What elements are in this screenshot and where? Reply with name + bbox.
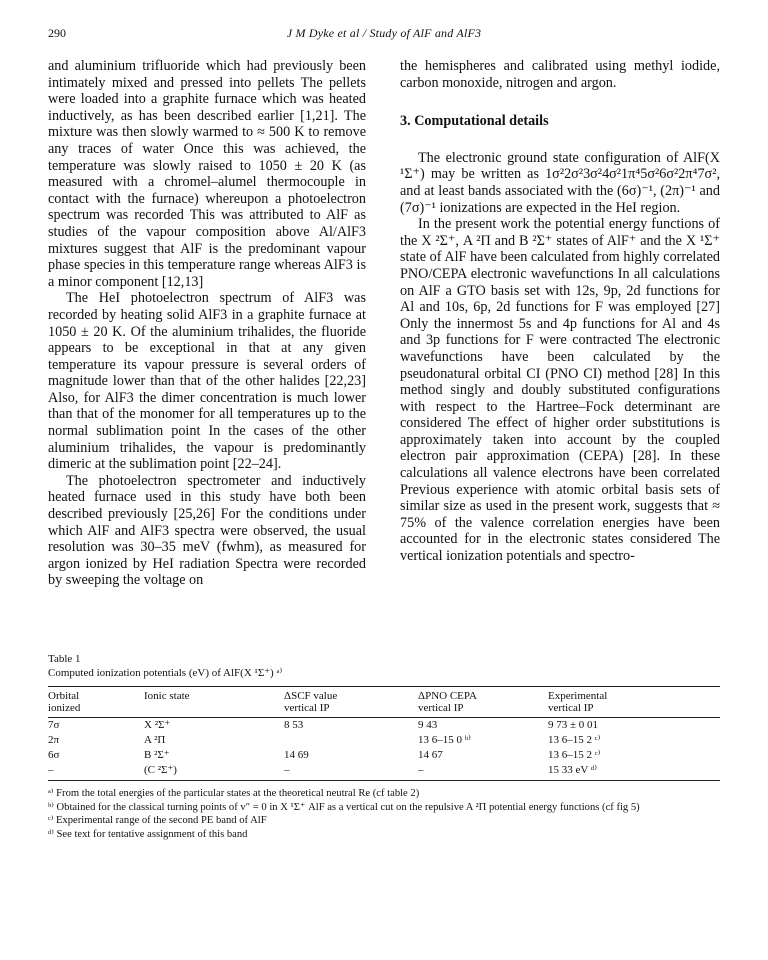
table-row [48, 748, 720, 763]
table-1 [48, 652, 720, 841]
column-header: Experimental vertical IP [548, 687, 720, 718]
paragraph: In the present work the potential energy functions of the X ²Σ⁺, A ²Π and B ²Σ⁺ states of AlF⁺ and the X ¹Σ⁺ state of AlF have been calculated from highly correlated PNO/CEPA electronic wavefunctions In all calculations on AlF a GTO basis set with 12s, 9p, 2d functions for Al and 10s, 6p, 2d functions for F was employed [27] Only the innermost 5s and 4p functions for Al and 4s and 3p functions for F were contracted The electronic wavefunctions have been calculated by the pseudonatural orbital CI (PNO CI) method [28] In this method singly and doubly substituted configurations with respect to the Hartree–Fock determinant are considered The effect of higher order substitutions is approximately taken into account by the coupled electron pair approximation (CEPA) [28]. In these calculations all valence electrons have been correlated Previous experience with atomic orbital basis sets of similar size as used in the present work, suggests that ≈ 75% of the valence correlation energies have been accounted for in the electronic states considered The vertical ionization potentials and spectro- [400, 216, 720, 565]
table-cell: 9 73 ± 0 01 [548, 719, 599, 731]
table-cell: 6σ [48, 749, 60, 761]
table-header-row [48, 687, 720, 718]
column-header: Orbital ionized [48, 687, 144, 718]
table-footnotes [48, 787, 720, 841]
ionization-table [48, 686, 720, 781]
paragraph-continuation: the hemispheres and calibrated using methyl iodide, carbon monoxide, nitrogen and argon. [400, 58, 720, 91]
table-cell: 8 53 [284, 719, 304, 731]
table-cell: A ²Π [144, 734, 166, 746]
table-cell: 14 69 [284, 749, 309, 761]
table-cell: 14 67 [418, 749, 443, 761]
table-row [48, 733, 720, 748]
paragraph: The photoelectron spectrometer and inductively heated furnace used in this study have both been described previously [25,26] For the conditions under which AlF and AlF3 spectra were observed, the usual resolution was 30–35 meV (fwhm), as measured for argon ionized by HeI radiation Spectra were recorded by sweeping the voltage on [48, 472, 366, 589]
footnote: ᵇ⁾ Obtained for the classical turning points of v″ = 0 in X ¹Σ⁺ AlF as a vertical cut on the repulsive A ²Π potential energy functions (cf fig 5) [48, 801, 640, 813]
paragraph: and aluminium trifluoride which had previously been intimately mixed and pressed into pellets The pellets were loaded into a graphite furnace which was heated inductively, as has been described earlier [1,21]. The mixture was then slowly warmed to ≈ 500 K to remove any traces of water Once this was achieved, the temperature was slowly raised to 1050 ± 20 K (as measured with a chromel–alumel thermocouple in contact with the furnace) whereupon a photoelectron spectrum was recorded This was attributed to AlF as studies of the vapour composition above Al/AlF3 mixtures suggest that AlF is the predominant vapour phase species in this temperature range whereas AlF3 is a minor component [12,13] [48, 58, 366, 290]
table-cell: 15 33 eV ᵈ⁾ [548, 763, 720, 781]
footnote: ᶜ⁾ Experimental range of the second PE band of AlF [48, 815, 267, 826]
table-cell: X ²Σ⁺ [144, 719, 171, 731]
section-heading: 3. Computational details [400, 113, 549, 130]
table-cell: – [418, 763, 548, 781]
table-cell [284, 733, 418, 748]
table-cell: – [48, 763, 144, 781]
table-row [48, 763, 720, 781]
paragraph: The HeI photoelectron spectrum of AlF3 was recorded by heating solid AlF3 in a graphite furnace at 1050 ± 20 K. Of the aluminium trihalides, the fluoride appears to be exceptional in that at any given temperature its vapour pressure is several orders of magnitude lower than that of the other halides [22,23] Also, for AlF3 the dimer concentration is much lower than that of the monomer for all temperatures up to the normal sublimation point In the cases of the other aluminium trihalides, the vapour is predominantly dimeric at the sublimation point [22–24]. [48, 290, 366, 473]
running-title: J M Dyke et al / Study of AlF and AlF3 [286, 26, 482, 40]
table-cell: 13 6–15 0 ᵇ⁾ [418, 734, 471, 746]
column-header: ΔSCF value vertical IP [284, 687, 418, 718]
footnote: ᵈ⁾ See text for tentative assignment of this band [48, 828, 248, 840]
page-number: 290 [48, 26, 66, 40]
table-cell: 2π [48, 734, 60, 746]
table-cell: 13 6–15 2 ᶜ⁾ [548, 734, 601, 746]
table-caption-label: Table 1 [48, 653, 81, 665]
table-caption-text: Computed ionization potentials (eV) of AlF(X ¹Σ⁺) ᵃ⁾ [48, 667, 283, 679]
table-cell: 13 6–15 2 ᶜ⁾ [548, 749, 601, 761]
table-row [48, 718, 720, 734]
table-cell: (C ²Σ⁺) [144, 763, 284, 781]
table-cell: – [284, 763, 418, 781]
table-cell: 7σ [48, 719, 60, 731]
right-column [400, 58, 720, 565]
left-column [48, 58, 366, 589]
page-header [48, 26, 720, 42]
column-header: Ionic state [144, 687, 284, 718]
table-cell: B ²Σ⁺ [144, 749, 170, 761]
footnote: ᵃ⁾ From the total energies of the particular states at the theoretical neutral Re (cf table 2) [48, 788, 420, 799]
table-cell: 9 43 [418, 719, 438, 731]
column-header: ΔPNO CEPA vertical IP [418, 687, 548, 718]
paragraph: The electronic ground state configuration of AlF(X ¹Σ⁺) may be written as 1σ²2σ²3σ²4σ²1π⁴5σ²6σ²2π⁴7σ², and at least bands associated with the (6σ)⁻¹, (2π)⁻¹ and (7σ)⁻¹ ionizations are expected in the HeI region. [400, 149, 720, 216]
